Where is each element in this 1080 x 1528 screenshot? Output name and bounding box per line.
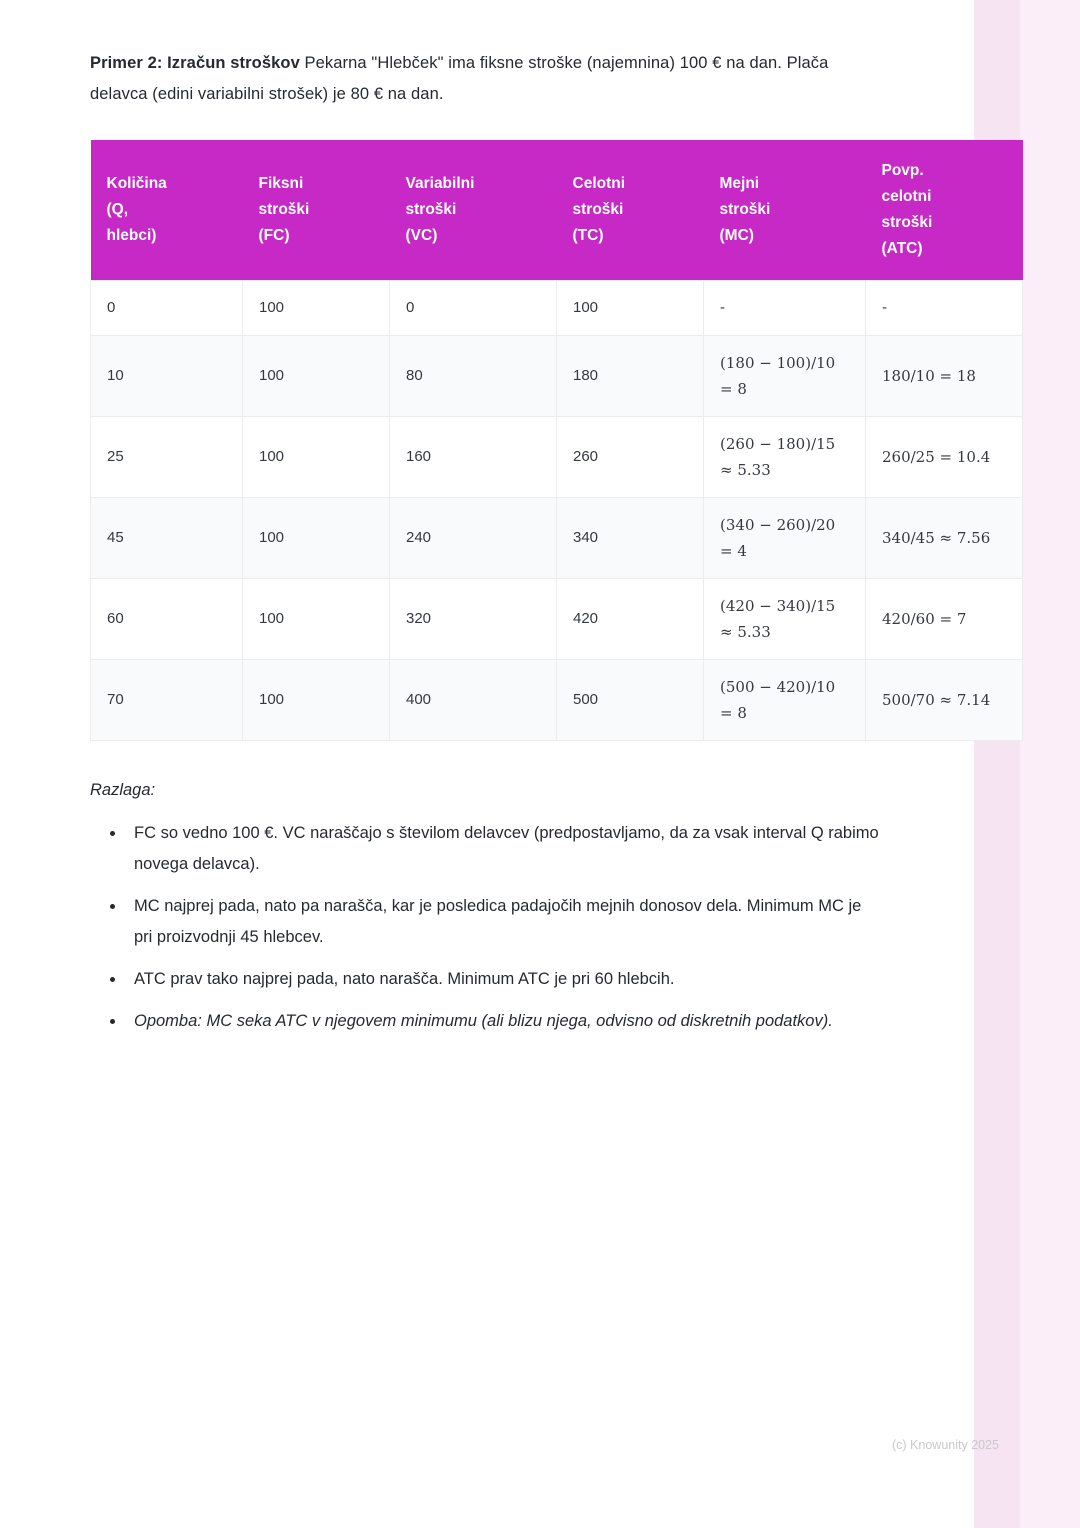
table-row [91,281,1023,336]
list-item: • FC so vedno 100 €. VC naraščajo s številom delavcev (predpostavljamo, da za vsak interval Q rabimo novega delavca). [126,818,880,880]
cell-average-total-cost: 340/45 ≈ 7.56 [866,498,1023,579]
list-item: • Opomba: MC seka ATC v njegovem minimumu (ali blizu njega, odvisno od diskretnih podatkov). [126,1006,880,1037]
cell-marginal-cost: - [704,281,866,336]
page-edge-pink-outer [1020,0,1080,1528]
column-header-marginal-costs [704,140,866,281]
cell-quantity: 25 [91,417,243,498]
column-header-quantity [91,140,243,281]
cell-quantity: 60 [91,579,243,660]
cell-total-cost: 260 [557,417,704,498]
header-line: (VC) [405,227,438,244]
cell-marginal-cost: (340 − 260)/20 = 4 [704,498,866,579]
cell-fixed-cost: 100 [243,417,390,498]
header-line: stroški [258,201,310,218]
cost-table-body [91,281,1023,741]
table-row [91,417,1023,498]
table-row [91,498,1023,579]
intro-paragraph [90,48,880,110]
cell-marginal-cost: (260 − 180)/15 ≈ 5.33 [704,417,866,498]
header-line: Fiksni [258,175,304,192]
cell-variable-cost: 240 [390,498,557,579]
header-line: hlebci) [106,227,157,244]
header-line: Celotni [572,175,626,192]
header-line: Povp. [881,162,924,179]
cell-variable-cost: 80 [390,336,557,417]
cell-quantity: 10 [91,336,243,417]
header-line: stroški [405,201,457,218]
cell-variable-cost: 400 [390,660,557,741]
cell-average-total-cost: 500/70 ≈ 7.14 [866,660,1023,741]
cell-fixed-cost: 100 [243,498,390,579]
header-line: Mejni [719,175,760,192]
table-row [91,336,1023,417]
column-header-fixed-costs [243,140,390,281]
header-line: Količina [106,175,167,192]
watermark: (c) Knowunity 2025 [892,1438,1000,1452]
intro-lead: Primer 2: Izračun stroškov [90,54,300,72]
header-line: (ATC) [881,240,923,257]
cell-average-total-cost: 260/25 = 10.4 [866,417,1023,498]
cell-total-cost: 500 [557,660,704,741]
cell-total-cost: 180 [557,336,704,417]
cell-fixed-cost: 100 [243,660,390,741]
cell-variable-cost: 320 [390,579,557,660]
cell-average-total-cost: 420/60 = 7 [866,579,1023,660]
cost-table [90,140,1023,741]
header-line: stroški [719,201,771,218]
header-line: celotni [881,188,932,205]
cell-total-cost: 420 [557,579,704,660]
explanation-heading: Razlaga: [90,781,156,799]
cell-quantity: 45 [91,498,243,579]
document-content [90,48,991,1048]
cell-variable-cost: 0 [390,281,557,336]
header-line: stroški [572,201,624,218]
cost-table-header-row [91,140,1023,281]
header-line: (MC) [719,227,754,244]
column-header-total-costs [557,140,704,281]
cell-total-cost: 100 [557,281,704,336]
cell-average-total-cost: - [866,281,1023,336]
list-item: • MC najprej pada, nato pa narašča, kar je posledica padajočih mejnih donosov dela. Minimum MC je pri proizvodnji 45 hlebcev. [126,891,880,953]
cell-quantity: 0 [91,281,243,336]
table-row [91,660,1023,741]
cell-fixed-cost: 100 [243,281,390,336]
explanation-list [90,818,880,1037]
cell-marginal-cost: (180 − 100)/10 = 8 [704,336,866,417]
header-line: Variabilni [405,175,475,192]
column-header-average-total-costs [866,140,1023,281]
list-item: • ATC prav tako najprej pada, nato narašča. Minimum ATC je pri 60 hlebcih. [126,964,880,995]
cell-variable-cost: 160 [390,417,557,498]
cell-marginal-cost: (420 − 340)/15 ≈ 5.33 [704,579,866,660]
header-line: (Q, [106,201,129,218]
column-header-variable-costs [390,140,557,281]
cell-total-cost: 340 [557,498,704,579]
table-row [91,579,1023,660]
header-line: stroški [881,214,933,231]
cell-quantity: 70 [91,660,243,741]
cost-table-head [91,140,1023,281]
cell-fixed-cost: 100 [243,579,390,660]
header-line: (FC) [258,227,290,244]
intro-rest: Pekarna "Hlebček" ima fiksne stroške (najemnina) 100 € na dan. Plača delavca (edini variabilni strošek) je 80 € na dan. [90,54,829,103]
cell-fixed-cost: 100 [243,336,390,417]
cell-marginal-cost: (500 − 420)/10 = 8 [704,660,866,741]
cell-average-total-cost: 180/10 = 18 [866,336,1023,417]
header-line: (TC) [572,227,604,244]
